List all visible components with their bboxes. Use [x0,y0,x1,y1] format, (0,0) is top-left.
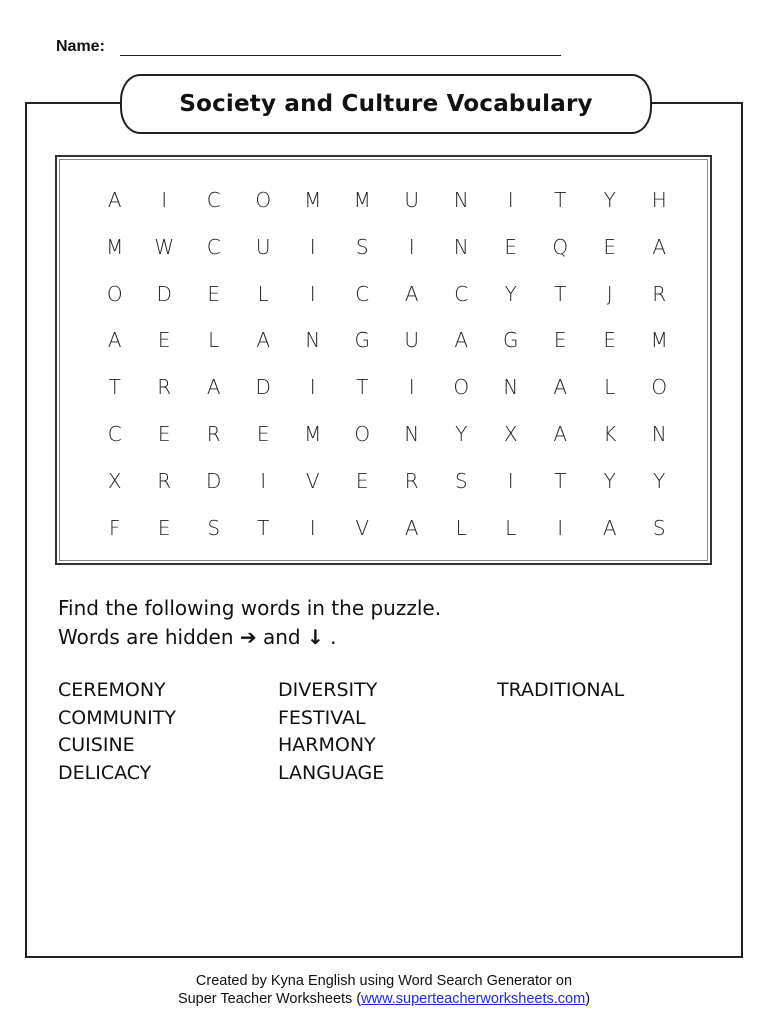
grid-letter: S [207,515,221,540]
footer-line1: Created by Kyna English using Word Search Generator on [195,973,573,989]
grid-letter: Y [653,468,666,493]
arrow-right-icon: ➔ [239,625,257,649]
word-list-col-1 [58,677,176,787]
grid-letter: L [257,281,269,306]
grid-letter: Q [552,234,569,259]
grid-letter: Y [504,281,517,306]
grid-letter: X [107,468,122,493]
word-list-col-3 [497,677,624,705]
grid-letter: E [355,468,369,493]
grid-letter: I [408,375,415,400]
grid-letter: A [206,375,221,400]
word-list-item: TRADITIONAL [497,679,625,701]
name-line [120,55,561,56]
grid-letter: O [651,375,668,400]
grid-letter: R [157,375,172,400]
instructions-and: and [262,625,301,649]
grid-letter: C [355,281,370,306]
grid-letter: I [309,281,316,306]
word-list-item: CEREMONY [58,679,166,701]
grid-letter: R [652,281,667,306]
grid-letter: E [603,234,617,259]
grid-letter: Y [455,422,468,446]
grid-letter: I [260,468,267,493]
grid-letter: U [255,234,271,259]
grid-letter: A [107,328,122,353]
word-list-item: FESTIVAL [278,706,366,729]
grid-letter: T [554,468,567,493]
grid-letter: E [504,234,518,259]
grid-letter: D [206,468,222,493]
grid-letter: I [557,515,564,540]
grid-letter: G [503,328,519,353]
grid-letter: C [454,281,469,306]
grid-letter: U [404,188,420,212]
grid-letter: M [304,188,322,212]
grid-letter: R [206,422,221,446]
grid-letter: I [408,234,415,259]
grid-letter: T [108,375,121,400]
grid-letter: S [652,515,666,540]
grid-letter: A [256,328,271,353]
name-label: Name: [56,38,105,55]
grid-letter: N [503,375,519,400]
grid-letter: A [107,188,122,212]
grid-letter: I [309,375,316,400]
grid-letter: I [161,188,168,212]
grid-letter: A [553,375,568,400]
grid-letter: C [206,234,221,259]
arrow-down-icon: ↓ [306,625,324,649]
grid-letter: T [356,375,369,400]
grid-letter: J [606,281,613,306]
grid-letter: E [256,422,270,446]
worksheet-title [120,74,652,134]
grid-letter: I [309,515,316,540]
grid-letter: X [503,422,518,446]
footer-prefix: Super Teacher Worksheets ( [177,991,362,1007]
grid-letter: W [154,234,175,259]
grid-letter: O [106,281,123,306]
grid-letter: E [157,328,171,353]
grid-letter: A [454,328,469,353]
grid-letter: V [305,468,320,493]
grid-letter: H [651,188,667,212]
grid-letter: L [604,375,616,400]
grid-letter: E [603,328,617,353]
grid-letter: L [208,328,220,353]
grid-letter: A [404,515,419,540]
grid-letter: N [305,328,321,353]
grid-letter: R [157,468,172,493]
footer [0,972,768,1008]
grid-letter: T [554,188,567,212]
instructions-line1: Find the following words in the puzzle. [58,596,442,620]
instructions-suffix: . [330,625,337,649]
word-list-item: COMMUNITY [58,706,176,729]
grid-letter: N [453,234,469,259]
word-list-item: DELICACY [58,761,152,784]
instructions-prefix: Words are hidden [58,625,234,649]
instructions-line2 [58,623,441,652]
grid-letter: T [554,281,567,306]
grid-letter: E [553,328,567,353]
instructions [58,594,441,652]
footer-suffix: ) [585,991,591,1007]
grid-letter: E [157,422,171,446]
grid-letter: U [404,328,420,353]
footer-line2 [0,990,768,1008]
grid-letter: F [108,515,121,540]
footer-website-link[interactable]: www.superteacherworksheets.com [361,991,586,1007]
grid-letter: I [507,468,514,493]
word-list-item: LANGUAGE [278,761,385,784]
grid-letter: C [107,422,122,446]
grid-letter: N [651,422,667,446]
grid-letter: R [404,468,419,493]
word-list-item: HARMONY [278,734,376,757]
grid-letter: O [255,188,272,212]
grid-letter: C [206,188,221,212]
grid-letter: T [257,515,270,540]
grid-letter: O [453,375,470,400]
grid-letter: N [453,188,469,212]
grid-letter: I [309,234,316,259]
grid-letter: E [207,281,221,306]
grid-letter: D [156,281,172,306]
grid-letter: M [353,188,371,212]
grid-letter: M [106,234,124,259]
grid-letter: G [354,328,370,353]
grid-letter: I [507,188,514,212]
grid-letter: Y [603,468,616,493]
grid-letter: A [404,281,419,306]
title-text: Society and Culture Vocabulary [179,91,593,117]
grid-letter: A [652,234,667,259]
grid-letter: S [454,468,468,493]
word-list-col-2 [278,677,384,787]
grid-letter: L [505,515,517,540]
grid-letter: Y [603,188,616,212]
grid-letter: E [157,515,171,540]
grid-letter: N [404,422,420,446]
grid-letter: M [304,422,322,446]
grid-letter: D [255,375,271,400]
word-list-item: DIVERSITY [278,679,378,701]
grid-letter: V [355,515,370,540]
grid-letter: O [354,422,371,446]
grid-letter: S [355,234,369,259]
grid-letter: K [603,422,617,446]
word-list-item: CUISINE [58,734,135,757]
grid-letter: L [455,515,467,540]
grid-letter: M [650,328,668,353]
grid-letter: A [602,515,617,540]
grid-letter: A [553,422,568,446]
